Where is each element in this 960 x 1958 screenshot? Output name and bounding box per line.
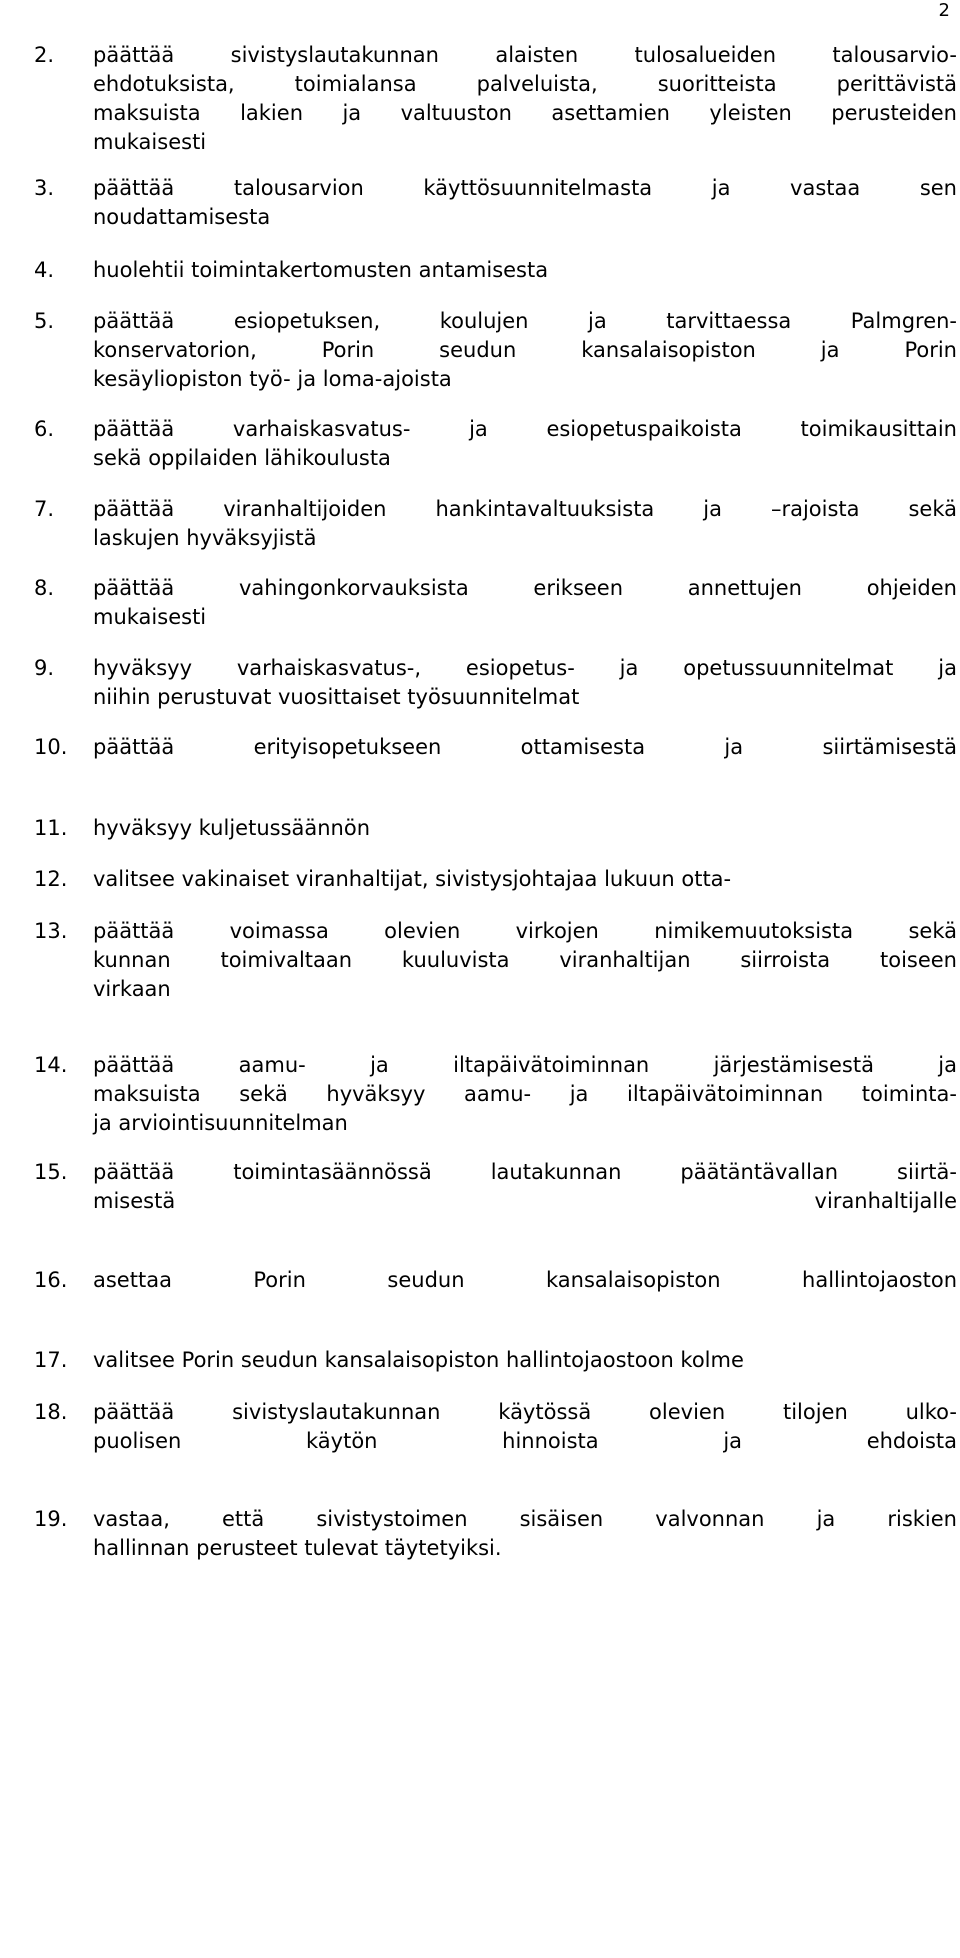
list-item-text	[93, 174, 957, 232]
list-item-line: päättää talousarvion käyttösuunnitelmasta ja vastaa sen	[93, 176, 957, 200]
list-item-line: päättää aamu- ja iltapäivätoiminnan järjestämisestä ja	[93, 1053, 957, 1077]
list-item-line: päättää sivistyslautakunnan alaisten tulosalueiden talousarvio-	[93, 43, 957, 67]
list-item-line: päättää erityisopetukseen ottamisesta ja siirtämisestä	[93, 735, 957, 759]
list-item-text	[93, 733, 957, 762]
list-item-line: ja arviointisuunnitelman	[93, 1111, 348, 1135]
list-item-text	[93, 574, 957, 632]
list-item-line: maksuista lakien ja valtuuston asettamien yleisten perusteiden	[93, 101, 957, 125]
list-item-text	[93, 917, 957, 1004]
list-item-text	[93, 1051, 957, 1138]
list-item-line: mukaisesti	[93, 130, 207, 154]
list-item-number: 4.	[34, 258, 55, 282]
list-item-line: mukaisesti	[93, 605, 207, 629]
list-item-line: asettaa Porin seudun kansalaisopiston hallintojaoston	[93, 1268, 957, 1292]
list-item-number: 16.	[34, 1268, 68, 1292]
page-number: 2	[938, 0, 950, 21]
list-item-number: 14.	[34, 1053, 68, 1077]
list-item-line: päättää esiopetuksen, koulujen ja tarvittaessa Palmgren-	[93, 309, 957, 333]
list-item-number: 3.	[34, 176, 55, 200]
list-item-text	[93, 256, 957, 285]
list-item-number: 12.	[34, 867, 68, 891]
list-item-number: 9.	[34, 656, 55, 680]
list-item-line: hallinnan perusteet tulevat täytetyiksi.	[93, 1536, 502, 1560]
list-item-line: kesäyliopiston työ- ja loma-ajoista	[93, 367, 452, 391]
list-item-line: virkaan	[93, 977, 171, 1001]
list-item-number: 8.	[34, 576, 55, 600]
list-item-number: 11.	[34, 816, 68, 840]
list-item-text	[93, 1266, 957, 1295]
list-item-number: 7.	[34, 497, 55, 521]
list-item-text	[93, 1505, 957, 1563]
list-item-line: misestä viranhaltijalle	[93, 1189, 957, 1213]
list-item-text	[93, 1398, 957, 1456]
list-item-line: laskujen hyväksyjistä	[93, 526, 317, 550]
list-item-line: konservatorion, Porin seudun kansalaisopiston ja Porin	[93, 338, 957, 362]
list-item-line: maksuista sekä hyväksyy aamu- ja iltapäivätoiminnan toiminta-	[93, 1082, 957, 1106]
list-item-line: päättää viranhaltijoiden hankintavaltuuksista ja –rajoista sekä	[93, 497, 957, 521]
list-item-line: huolehtii toimintakertomusten antamisesta	[93, 258, 549, 282]
list-item-line: noudattamisesta	[93, 205, 271, 229]
list-item-text	[93, 307, 957, 394]
list-item-number: 19.	[34, 1507, 68, 1531]
list-item-number: 10.	[34, 735, 68, 759]
list-item-text	[93, 495, 957, 553]
list-item-number: 13.	[34, 919, 68, 943]
list-item-text	[93, 415, 957, 473]
list-item-text	[93, 41, 957, 157]
list-item-number: 17.	[34, 1348, 68, 1372]
list-item-line: hyväksyy kuljetussäännön	[93, 816, 371, 840]
list-item-number: 6.	[34, 417, 55, 441]
list-item-line: ehdotuksista, toimialansa palveluista, suoritteista perittävistä	[93, 72, 957, 96]
list-item-line: päättää voimassa olevien virkojen nimikemuutoksista sekä	[93, 919, 957, 943]
list-item-line: päättää varhaiskasvatus- ja esiopetuspaikoista toimikausittain	[93, 417, 957, 441]
list-item-line: vastaa, että sivistystoimen sisäisen valvonnan ja riskien	[93, 1507, 957, 1531]
list-item-text	[93, 814, 957, 843]
list-item-text	[93, 1158, 957, 1216]
list-item-number: 2.	[34, 43, 55, 67]
list-item-line: valitsee vakinaiset viranhaltijat, sivistysjohtajaa lukuun otta-	[93, 867, 732, 891]
list-item-text	[93, 1346, 957, 1375]
list-item-line: sekä oppilaiden lähikoulusta	[93, 446, 391, 470]
list-item-line: hyväksyy varhaiskasvatus-, esiopetus- ja opetussuunnitelmat ja	[93, 656, 957, 680]
list-item-line: päättää vahingonkorvauksista erikseen annettujen ohjeiden	[93, 576, 957, 600]
list-item-text	[93, 654, 957, 712]
list-item-line: niihin perustuvat vuosittaiset työsuunnitelmat	[93, 685, 580, 709]
list-item-line: päättää toimintasäännössä lautakunnan päätäntävallan siirtä-	[93, 1160, 957, 1184]
list-item-line: puolisen käytön hinnoista ja ehdoista	[93, 1429, 957, 1453]
list-item-line: valitsee Porin seudun kansalaisopiston hallintojaostoon kolme	[93, 1348, 744, 1372]
list-item-line: päättää sivistyslautakunnan käytössä olevien tilojen ulko-	[93, 1400, 957, 1424]
list-item-number: 15.	[34, 1160, 68, 1184]
list-item-line: kunnan toimivaltaan kuuluvista viranhaltijan siirroista toiseen	[93, 948, 957, 972]
list-item-text	[93, 865, 957, 894]
list-item-number: 18.	[34, 1400, 68, 1424]
list-item-number: 5.	[34, 309, 55, 333]
